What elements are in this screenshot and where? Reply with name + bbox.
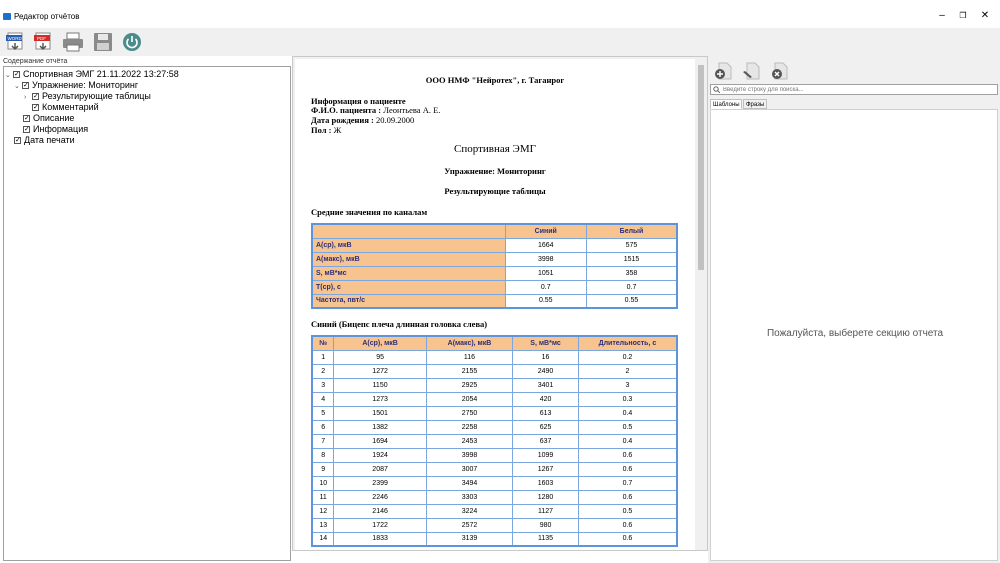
add-icon <box>714 62 732 80</box>
table-cell: 2 <box>578 364 677 378</box>
templates-content <box>710 109 998 561</box>
checkbox[interactable]: ✓ <box>15 137 21 145</box>
tab-templates[interactable]: Шаблоны <box>710 99 742 109</box>
expand-icon[interactable]: ⌄ <box>5 72 11 79</box>
table-cell: 2750 <box>426 406 512 420</box>
search-icon <box>713 86 720 93</box>
app-icon <box>3 13 11 20</box>
table-row <box>312 294 677 308</box>
table-cell: 0.7 <box>586 280 677 294</box>
floppy-disk-icon <box>92 31 114 53</box>
table-row <box>312 280 677 294</box>
patient-name-label: Ф.И.О. пациента : <box>311 105 382 115</box>
table-cell: 7 <box>312 434 334 448</box>
power-icon <box>121 31 143 53</box>
table-cell: 3998 <box>426 448 512 462</box>
table-cell: 8 <box>312 448 334 462</box>
table-cell: 16 <box>513 350 579 364</box>
table-cell: 9 <box>312 462 334 476</box>
table-cell: 1694 <box>334 434 426 448</box>
table-cell: 1099 <box>513 448 579 462</box>
table-cell: 1272 <box>334 364 426 378</box>
patient-sex-value: Ж <box>331 125 342 135</box>
patient-dob-line <box>311 115 414 125</box>
table-cell: 2087 <box>334 462 426 476</box>
search-input[interactable] <box>723 85 995 94</box>
pdf-badge: PDF <box>37 36 46 41</box>
save-button[interactable] <box>92 31 114 53</box>
report-title: Спортивная ЭМГ <box>454 143 536 155</box>
table-cell: 0.55 <box>586 294 677 308</box>
table-cell: 2490 <box>513 364 579 378</box>
table-row <box>312 448 677 462</box>
table-cell: 0.2 <box>578 350 677 364</box>
table-cell: 2246 <box>334 490 426 504</box>
average-values-table <box>311 223 678 309</box>
table-cell: 2 <box>312 364 334 378</box>
table-row <box>312 462 677 476</box>
table-cell: 2258 <box>426 420 512 434</box>
table-cell: 0.4 <box>578 406 677 420</box>
tree-node-information[interactable] <box>23 124 88 135</box>
delete-icon <box>770 62 788 80</box>
table-cell: 2054 <box>426 392 512 406</box>
table-cell: 1515 <box>586 252 677 266</box>
table-cell: 625 <box>513 420 579 434</box>
table-row <box>312 490 677 504</box>
table-cell: 3007 <box>426 462 512 476</box>
table-cell: 10 <box>312 476 334 490</box>
checkbox[interactable]: ✓ <box>33 93 39 101</box>
tree-node-sport-emg[interactable] <box>5 69 179 80</box>
toolbar <box>0 28 1000 56</box>
table-cell: 0.7 <box>505 280 586 294</box>
table-cell: 0.3 <box>578 392 677 406</box>
table-cell: 12 <box>312 504 334 518</box>
table-row <box>312 476 677 490</box>
table-cell: 3139 <box>426 532 512 546</box>
report-contents-panel <box>0 56 292 563</box>
table-row <box>312 364 677 378</box>
table-row <box>312 252 677 266</box>
table-row-header: A(макс), мкВ <box>312 252 505 266</box>
table-cell: 14 <box>312 532 334 546</box>
table-cell: 2453 <box>426 434 512 448</box>
table-cell: 1051 <box>505 266 586 280</box>
minimize-button[interactable]: – <box>939 10 945 21</box>
blue-table-title: Синий (Бицепс плеча длинная головка слева) <box>311 319 488 329</box>
expand-icon[interactable]: ⌄ <box>14 83 20 90</box>
table-cell: 11 <box>312 490 334 504</box>
table-cell: 13 <box>312 518 334 532</box>
table-cell: 1135 <box>513 532 579 546</box>
table-header-cell: Синий <box>505 224 586 238</box>
word-badge: WORD <box>7 36 22 41</box>
restore-button[interactable]: ❐ <box>959 11 967 20</box>
vertical-scrollbar[interactable] <box>697 59 705 550</box>
tree-node-print-date[interactable] <box>14 135 75 146</box>
table-cell: 0.6 <box>578 490 677 504</box>
table-row <box>312 378 677 392</box>
table-cell: 1273 <box>334 392 426 406</box>
tree-node-comment[interactable] <box>32 102 99 113</box>
table-cell: 613 <box>513 406 579 420</box>
checkbox[interactable]: ✓ <box>24 115 30 123</box>
power-button[interactable] <box>121 31 143 53</box>
scrollbar-thumb[interactable] <box>698 65 704 270</box>
table-cell: 5 <box>312 406 334 420</box>
checkbox[interactable]: ✓ <box>24 126 30 134</box>
table-row <box>312 518 677 532</box>
table-row <box>312 420 677 434</box>
table-cell: 0.4 <box>578 434 677 448</box>
title-bar <box>0 0 1000 28</box>
table-cell: 0.7 <box>578 476 677 490</box>
exercise-title: Упражнение: Мониторинг <box>444 166 546 176</box>
avg-table-title: Средние значения по каналам <box>311 207 428 217</box>
tree-node-label: Результирующие таблицы <box>42 91 151 101</box>
table-cell: 1127 <box>513 504 579 518</box>
templates-panel <box>708 56 1000 563</box>
tree-node-label: Описание <box>33 113 75 123</box>
tree-node-label: Спортивная ЭМГ 21.11.2022 13:27:58 <box>23 69 179 79</box>
table-cell: 2925 <box>426 378 512 392</box>
checkbox[interactable]: ✓ <box>14 71 20 79</box>
table-cell: 2146 <box>334 504 426 518</box>
printer-icon <box>62 31 84 53</box>
tree-node-description[interactable] <box>23 113 74 124</box>
table-cell: 420 <box>513 392 579 406</box>
word-export-icon <box>5 31 27 53</box>
table-header-cell: A(ср), мкВ <box>334 336 426 350</box>
table-header-cell: A(макс), мкВ <box>426 336 512 350</box>
table-header-cell: S, мВ*мс <box>513 336 579 350</box>
table-cell: 1924 <box>334 448 426 462</box>
patient-name-value: Леонтьева А. Е. <box>381 105 441 115</box>
table-cell: 358 <box>586 266 677 280</box>
edit-button[interactable] <box>742 62 760 80</box>
document-preview <box>292 56 708 551</box>
close-button[interactable]: ✕ <box>980 10 990 21</box>
table-row <box>312 392 677 406</box>
table-cell: 3 <box>312 378 334 392</box>
export-word-button[interactable] <box>5 31 27 53</box>
patient-sex-label: Пол : <box>311 125 332 135</box>
table-cell: 1664 <box>505 238 586 252</box>
table-cell: 1722 <box>334 518 426 532</box>
table-row <box>312 266 677 280</box>
patient-sex-line <box>311 125 341 135</box>
patient-dob-label: Дата рождения : <box>311 115 374 125</box>
table-cell: 0.55 <box>505 294 586 308</box>
export-pdf-button[interactable] <box>33 31 55 53</box>
expand-icon[interactable]: › <box>24 94 27 101</box>
pdf-export-icon <box>33 31 55 53</box>
table-cell: 3224 <box>426 504 512 518</box>
table-cell: 637 <box>513 434 579 448</box>
table-row-header: Частота, пвт/с <box>312 294 505 308</box>
table-cell: 2155 <box>426 364 512 378</box>
table-row <box>312 504 677 518</box>
checkbox[interactable]: ✓ <box>33 104 39 112</box>
table-header-cell: № <box>312 336 334 350</box>
window-title: Редактор отчётов <box>14 12 80 21</box>
table-header-cell <box>312 224 505 238</box>
org-name: ООО НМФ "Нейротех", г. Таганрог <box>425 75 565 85</box>
patient-dob-value: 20.09.2000 <box>373 115 415 125</box>
table-row-header: A(ср), мкВ <box>312 238 505 252</box>
table-cell: 1382 <box>334 420 426 434</box>
table-cell: 1501 <box>334 406 426 420</box>
tree-node-result-tables[interactable] <box>24 91 151 102</box>
print-button[interactable] <box>62 31 84 53</box>
table-cell: 1280 <box>513 490 579 504</box>
table-cell: 3401 <box>513 378 579 392</box>
table-cell: 6 <box>312 420 334 434</box>
table-header-cell: Белый <box>586 224 677 238</box>
table-cell: 0.5 <box>578 420 677 434</box>
patient-name-line <box>311 105 440 115</box>
table-row-header: T(ср), с <box>312 280 505 294</box>
table-cell: 3494 <box>426 476 512 490</box>
table-cell: 575 <box>586 238 677 252</box>
table-cell: 2399 <box>334 476 426 490</box>
patient-info-header: Информация о пациенте <box>311 96 406 106</box>
table-cell: 3303 <box>426 490 512 504</box>
table-cell: 1603 <box>513 476 579 490</box>
report-tree[interactable] <box>3 66 291 561</box>
table-cell: 0.5 <box>578 504 677 518</box>
table-cell: 3998 <box>505 252 586 266</box>
table-cell: 980 <box>513 518 579 532</box>
add-button[interactable] <box>714 62 732 80</box>
table-cell: 0.6 <box>578 518 677 532</box>
table-cell: 4 <box>312 392 334 406</box>
tree-node-label: Упражнение: Мониторинг <box>32 80 139 90</box>
tree-node-label: Информация <box>33 124 89 134</box>
tree-node-label: Комментарий <box>42 102 99 112</box>
table-row <box>312 434 677 448</box>
report-page <box>295 59 695 550</box>
table-row <box>312 238 677 252</box>
results-title: Результирующие таблицы <box>444 186 546 196</box>
report-contents-header: Содержание отчёта <box>3 58 68 65</box>
delete-button[interactable] <box>770 62 788 80</box>
blue-channel-table <box>311 335 678 547</box>
table-cell: 2572 <box>426 518 512 532</box>
table-header-cell: Длительность, с <box>578 336 677 350</box>
table-cell: 0.6 <box>578 532 677 546</box>
table-cell: 1 <box>312 350 334 364</box>
table-cell: 0.6 <box>578 462 677 476</box>
tab-phrases[interactable]: Фразы <box>743 99 767 109</box>
tree-node-label: Дата печати <box>24 135 75 145</box>
table-cell: 0.6 <box>578 448 677 462</box>
table-cell: 95 <box>334 350 426 364</box>
table-cell: 116 <box>426 350 512 364</box>
pencil-icon <box>742 62 760 80</box>
table-cell: 1267 <box>513 462 579 476</box>
table-row-header: S, мВ*мс <box>312 266 505 280</box>
table-row <box>312 350 677 364</box>
search-box[interactable] <box>710 84 998 95</box>
table-row <box>312 532 677 546</box>
checkbox[interactable]: ✓ <box>23 82 29 90</box>
table-cell: 1150 <box>334 378 426 392</box>
empty-state-message: Пожалуйста, выберете секцию отчета <box>766 328 944 339</box>
tree-node-exercise[interactable] <box>14 80 138 91</box>
table-row <box>312 406 677 420</box>
table-cell: 1833 <box>334 532 426 546</box>
table-cell: 3 <box>578 378 677 392</box>
